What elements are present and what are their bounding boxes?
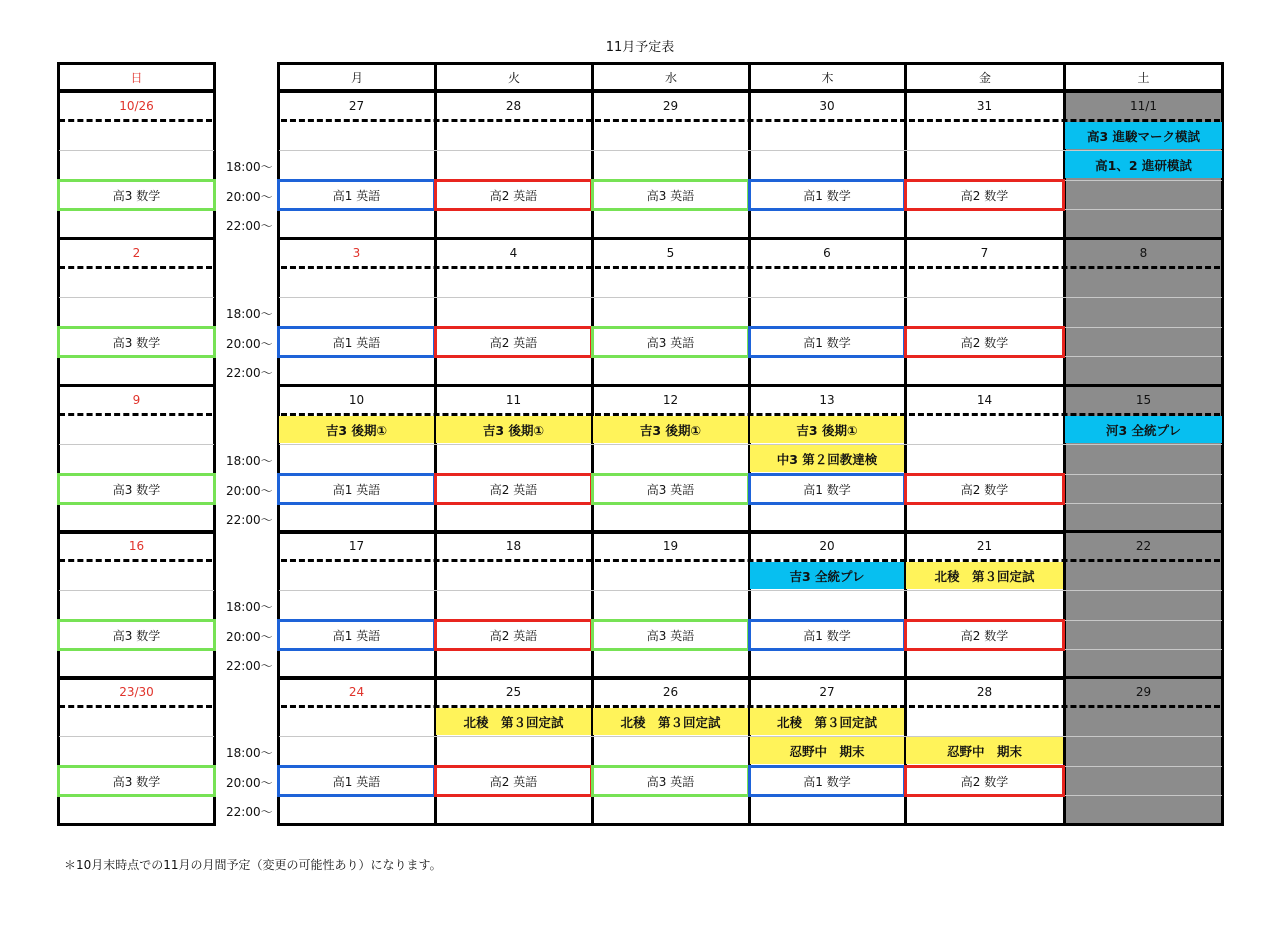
column-divider: [434, 92, 437, 238]
class-monday-english[interactable]: 高1 英語: [277, 619, 436, 651]
time-2000: 20:00～: [226, 775, 273, 790]
class-sunday-math[interactable]: 高3 数学: [57, 619, 216, 651]
column-divider: [904, 386, 907, 532]
date-thu: 13: [819, 393, 835, 407]
date-divider: [59, 559, 212, 562]
column-divider: [591, 532, 594, 678]
date-divider: [59, 266, 212, 269]
class-sunday-math[interactable]: 高3 数学: [57, 179, 216, 211]
date-divider: [281, 266, 1220, 269]
date-mon: 3: [352, 246, 361, 260]
date-tue: 4: [509, 246, 518, 260]
header-tuesday: 火: [434, 62, 594, 92]
class-sunday-math[interactable]: 高3 数学: [57, 326, 216, 358]
date-mon: 17: [348, 539, 365, 553]
class-thursday-math[interactable]: 高1 数学: [748, 179, 906, 211]
date-thu: 6: [823, 246, 831, 260]
date-mon: 10: [348, 393, 365, 407]
date-wed: 12: [662, 393, 679, 407]
event-term[interactable]: 吉3 後期①: [436, 416, 591, 443]
column-divider: [748, 239, 751, 385]
column-divider: [904, 92, 907, 238]
class-tuesday-english[interactable]: 高2 英語: [434, 179, 593, 211]
date-wed: 26: [662, 685, 679, 699]
time-1800: 18:00～: [226, 307, 273, 322]
date-tue: 28: [505, 99, 522, 113]
row-line: [279, 297, 1222, 298]
time-2000: 20:00～: [226, 336, 273, 351]
event-term[interactable]: 吉3 後期①: [593, 416, 748, 443]
time-2200: 22:00～: [226, 218, 273, 233]
class-monday-english[interactable]: 高1 英語: [277, 765, 436, 797]
header-wednesday: 水: [591, 62, 751, 92]
column-divider: [434, 532, 437, 678]
date-tue: 11: [505, 393, 522, 407]
row-line: [59, 590, 214, 591]
class-wednesday-english[interactable]: 高3 英語: [591, 179, 750, 211]
column-divider: [591, 386, 594, 532]
header-saturday: 土: [1063, 62, 1224, 92]
event-exam[interactable]: 中3 第２回教達検: [750, 445, 904, 472]
class-monday-english[interactable]: 高1 英語: [277, 179, 436, 211]
footnote: ＊10月末時点での11月の月間予定（変更の可能性あり）になります。: [64, 858, 442, 872]
date-divider: [59, 413, 212, 416]
time-2000: 20:00～: [226, 629, 273, 644]
column-divider: [434, 386, 437, 532]
row-line: [59, 444, 214, 445]
date-sat: 11/1: [1130, 99, 1157, 113]
event-exam[interactable]: 北稜 第３回定試: [750, 708, 904, 735]
class-thursday-math[interactable]: 高1 数学: [748, 326, 906, 358]
event-exam[interactable]: 吉3 全統プレ: [750, 562, 904, 589]
class-tuesday-english[interactable]: 高2 英語: [434, 765, 593, 797]
class-wednesday-english[interactable]: 高3 英語: [591, 326, 750, 358]
date-mon: 27: [348, 99, 365, 113]
header-thursday: 木: [748, 62, 907, 92]
date-sunday: 2: [132, 246, 141, 260]
event-exam[interactable]: 河3 全統プレ: [1065, 416, 1222, 443]
time-2000: 20:00～: [226, 483, 273, 498]
date-sunday: 9: [132, 393, 141, 407]
class-tuesday-english[interactable]: 高2 英語: [434, 473, 593, 505]
date-wed: 29: [662, 99, 679, 113]
date-sat: 22: [1135, 539, 1152, 553]
date-tue: 25: [505, 685, 522, 699]
column-divider: [591, 678, 594, 824]
date-fri: 21: [976, 539, 993, 553]
column-divider: [1063, 239, 1066, 385]
column-divider: [748, 532, 751, 678]
row-line: [59, 736, 214, 737]
date-sat: 15: [1135, 393, 1152, 407]
class-friday-math[interactable]: 高2 数学: [904, 619, 1065, 651]
time-2200: 22:00～: [226, 804, 273, 819]
row-line: [279, 590, 1222, 591]
date-thu: 30: [819, 99, 835, 113]
event-exam[interactable]: 忍野中 期末: [906, 737, 1063, 764]
date-divider: [59, 119, 212, 122]
row-line: [59, 297, 214, 298]
time-1800: 18:00～: [226, 454, 273, 469]
class-tuesday-english[interactable]: 高2 英語: [434, 619, 593, 651]
column-divider: [904, 532, 907, 678]
time-2200: 22:00～: [226, 658, 273, 673]
column-divider: [748, 92, 751, 238]
event-exam[interactable]: 北稜 第３回定試: [593, 708, 748, 735]
class-tuesday-english[interactable]: 高2 英語: [434, 326, 593, 358]
date-fri: 7: [980, 246, 989, 260]
class-sunday-math[interactable]: 高3 数学: [57, 765, 216, 797]
date-thu: 20: [819, 539, 835, 553]
column-divider: [1063, 386, 1066, 532]
time-1800: 18:00～: [226, 600, 273, 615]
class-thursday-math[interactable]: 高1 数学: [748, 473, 906, 505]
time-2200: 22:00～: [226, 365, 273, 380]
date-sunday: 23/30: [119, 685, 154, 699]
event-exam[interactable]: 高1、2 進研模試: [1065, 151, 1222, 178]
event-exam[interactable]: 高3 進駿マーク模試: [1065, 122, 1222, 149]
column-divider: [1063, 532, 1066, 678]
date-thu: 27: [819, 685, 835, 699]
date-fri: 28: [976, 685, 993, 699]
date-tue: 18: [505, 539, 522, 553]
class-monday-english[interactable]: 高1 英語: [277, 326, 436, 358]
time-1800: 18:00～: [226, 746, 273, 761]
class-wednesday-english[interactable]: 高3 英語: [591, 473, 750, 505]
time-1800: 18:00～: [226, 160, 273, 175]
column-divider: [1063, 678, 1066, 824]
header-friday: 金: [904, 62, 1066, 92]
column-divider: [591, 239, 594, 385]
class-sunday-math[interactable]: 高3 数学: [57, 473, 216, 505]
event-exam[interactable]: 北稜 第３回定試: [906, 562, 1063, 589]
time-2000: 20:00～: [226, 189, 273, 204]
date-divider: [59, 705, 212, 708]
date-fri: 31: [976, 99, 993, 113]
class-monday-english[interactable]: 高1 英語: [277, 473, 436, 505]
class-friday-math[interactable]: 高2 数学: [904, 179, 1065, 211]
date-sunday: 16: [128, 539, 145, 553]
header-sunday: 日: [57, 62, 216, 92]
class-friday-math[interactable]: 高2 数学: [904, 765, 1065, 797]
column-divider: [904, 239, 907, 385]
event-term[interactable]: 吉3 後期①: [750, 416, 904, 443]
page-title: 11月予定表: [605, 40, 675, 55]
class-thursday-math[interactable]: 高1 数学: [748, 619, 906, 651]
event-exam[interactable]: 北稜 第３回定試: [436, 708, 591, 735]
class-friday-math[interactable]: 高2 数学: [904, 326, 1065, 358]
column-divider: [434, 239, 437, 385]
class-thursday-math[interactable]: 高1 数学: [748, 765, 906, 797]
date-sat: 29: [1135, 685, 1152, 699]
event-exam[interactable]: 忍野中 期末: [750, 737, 904, 764]
date-wed: 19: [662, 539, 679, 553]
row-line: [59, 150, 214, 151]
class-wednesday-english[interactable]: 高3 英語: [591, 619, 750, 651]
date-fri: 14: [976, 393, 993, 407]
time-2200: 22:00～: [226, 512, 273, 527]
class-wednesday-english[interactable]: 高3 英語: [591, 765, 750, 797]
date-sunday: 10/26: [119, 99, 154, 113]
event-term[interactable]: 吉3 後期①: [279, 416, 434, 443]
date-mon: 24: [348, 685, 365, 699]
date-wed: 5: [666, 246, 675, 260]
column-divider: [434, 678, 437, 824]
date-sat: 8: [1139, 246, 1148, 260]
column-divider: [591, 92, 594, 238]
header-monday: 月: [277, 62, 437, 92]
class-friday-math[interactable]: 高2 数学: [904, 473, 1065, 505]
